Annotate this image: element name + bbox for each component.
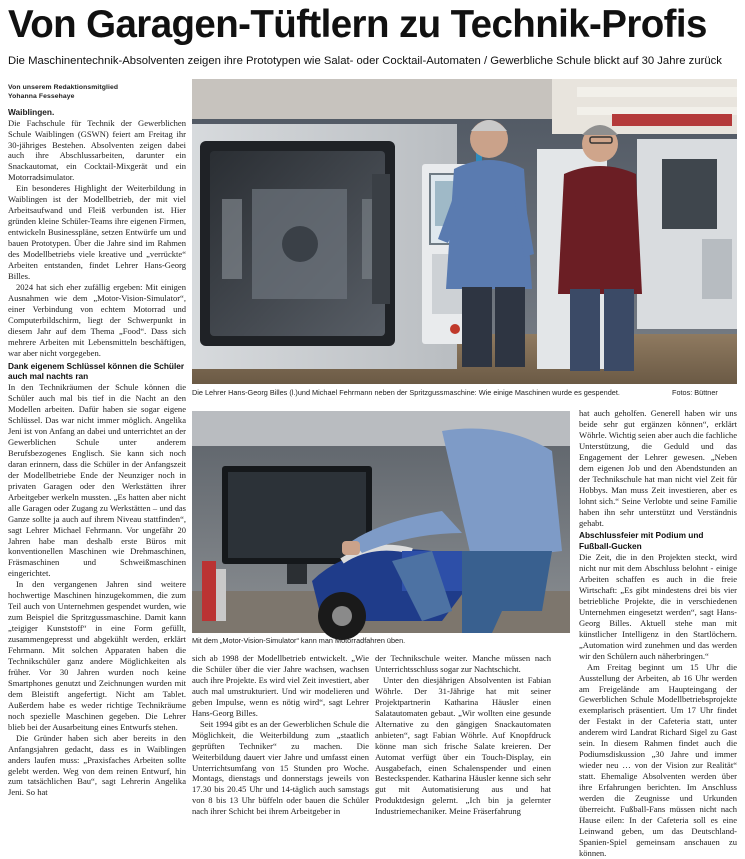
photo2-caption: Mit dem „Motor-Vision-Simulator“ kann man Motorradfahren üben. bbox=[192, 636, 406, 645]
paragraph: Die Zeit, die in den Projekten steckt, wird nicht nur mit dem Abschluss belohnt - einige Arbeiten schaffen es auch in die freie Wirtschaft: „Es gibt mindestens drei bis vier betriebliche Projekte, die in verschiedenen Unternehmen eingesetzt werden“, sagt Hans-Georg Billes. Aktuell stehe man mit künstlicher Intelligenz in den Startlöchern. „Automation wird zunehmen und das werden wir den Schülern auch näherbringen.“ bbox=[579, 552, 737, 661]
photo1-caption: Die Lehrer Hans-Georg Billes (l.)und Michael Fehrmann neben der Spritzgussmaschine: Wie einige Maschinen wurde es gespendet. bbox=[192, 388, 620, 397]
paragraph: Ein besonderes Highlight der Weiterbildung in Waiblingen ist der Modellbetrieb, der mit viel Arbeitsaufwand und Fleiß verbunden ist. Hier gründen kleine Schüler-Teams ihre eigenen Firmen, entwickeln Businesspläne, setzen Entwürfe um und bauen Prototypen. Über die Jahre sind im Rahmen des Modellbetriebs viele kreative und „verrückte“ Arbeiten entstanden, findet Lehrer Hans-Georg Billes. bbox=[8, 183, 186, 281]
dateline: Waiblingen. bbox=[8, 106, 55, 117]
byline-role: Von unserem Redaktionsmitglied bbox=[8, 84, 119, 91]
byline bbox=[8, 84, 186, 102]
photo-credit: Fotos: Büttner bbox=[672, 388, 718, 397]
article-column-4 bbox=[579, 408, 737, 858]
headline: Von Garagen-Tüftlern zu Technik-Profis bbox=[8, 3, 707, 46]
paragraph: hat auch geholfen. Generell haben wir uns beide sehr gut ergänzen können“, erklärt Wöhrle. Wichtig seien aber auch die fachliche Unterstützung, die Geduld und das Engagement der Lehrer gewesen. „Neben dem eigenen Job und den Abendstunden an der Technikschule hat man nicht viel Zeit für Hobbys. Man muss Zeit investieren, aber es lohnt sich.“ Seine Verlobte und seine Familie haben ihn sehr unterstützt und Verständnis gehabt. bbox=[579, 408, 737, 528]
article-column-2 bbox=[192, 653, 369, 836]
subheadline: Die Maschinentechnik-Absolventen zeigen ihre Prototypen wie Salat- oder Cocktail-Automaten / Gewerbliche Schule blickt auf 30 Jahre zurück bbox=[8, 55, 722, 67]
byline-author: Yohanna Fessehaye bbox=[8, 92, 75, 100]
photo-teachers-machine bbox=[192, 79, 737, 384]
paragraph: Die Fachschule für Technik der Gewerblichen Schule Waiblingen (GSWN) feiert am Freitag ihr 30-jähriges Bestehen. Absolventen zeigen dabei auch ihre Abschlussarbeiten, darunter ein Snackautomat, ein Cocktail-Mixgerät und ein Motorradsimulator. bbox=[8, 117, 186, 183]
section-heading: Dank eigenem Schlüssel können die Schüler auch mal nachts ran bbox=[8, 360, 185, 382]
paragraph: Unter den diesjährigen Absolventen ist Fabian Wöhrle. Der 31-Jährige hat mit seiner Projektpartnerin Katharina Häusler einen Salatautomaten gebaut. „Wir wollten eine gesunde Alternative zu den gängigen Snackautomaten anbieten“, sagt Fabian Wöhrle. Auf Knopfdruck könne man sich frische Salate kreieren. Der Automat verfügt über ein Touch-Display, ein Ausgabefach, einen Schalenspender und einen Besteckspender. Katharina Häusler kenne sich sehr gut mit Automatisierung aus und hat Produktdesign gelernt. „Ich bin ja gelernter Industriemechaniker. Meine Fräserfahrung bbox=[375, 674, 551, 817]
article-column-3 bbox=[375, 653, 551, 836]
photo-teachers-illustration bbox=[192, 79, 737, 384]
paragraph: der Technikschule weiter. Manche müssen nach Unterrichtsschluss sogar zur Nachtschicht. bbox=[375, 653, 551, 674]
section-heading: Abschlussfeier mit Podium und Fußball-Gucken bbox=[579, 530, 704, 552]
paragraph: Am Freitag beginnt um 15 Uhr die Ausstellung der Arbeiten, ab 16 Uhr werden am Freigelände am Haupteingang der Gewerblichen Schule Modellbetriebsprojekte exemplarisch präsentiert. Um 17 Uhr findet der Festakt in der Cafeteria statt, unter anderem wird Landrat Richard Sigel zu Gast sein. In diesem Rahmen findet auch die Podiumsdiskussion „30 Jahre und immer wieder neu … von der Vision zur Realität“ statt. Ehemalige Absolventen werden über ihre Erfahrungen berichten. Im Anschluss werden die Zeugnisse und Urkunden überreicht. Fußball-Fans müssen nicht nach Hause eilen: In der Cafeteria soll es eine Leinwand geben, um das Deutschland-Spanien-Spiel gemeinsam anschauen zu können. bbox=[579, 661, 737, 858]
paragraph: Die Gründer haben sich aber bereits in den Anfangsjahren gedacht, dass es in Waiblingen anders laufen muss: „Praxisfaches Arbeiten sollte gelebt werden. Weg von dem reinen Entwurf, hin zum tatsächlichen Bau“, sagt Lehrerin Angelika Jeni. So hat bbox=[8, 732, 186, 798]
paragraph: In den vergangenen Jahren sind weitere hochwertige Maschinen hinzugekommen, die zum Teil auch von Unternehmen gespendet wurden, wie zum Beispiel die Spritzgussmaschine. Damit kann „teigiger Kunststoff“ in eine Form gefüllt, zusammengepresst und abgekühlt werden, erklärt Fehrmann. Mit solchen Apparaten haben die Technikschüler ganz andere Möglichkeiten als früher. Vor 30 Jahren wurden noch keine Smartphones genutzt und Zeichnungen wurden mit dem Bleistift angefertigt. Nicht am Tablet. Außerdem habe es weder richtige Technikräume noch spezielle Maschinen gegeben. Die Lehrer blieb bei der Ausarbeitung eines Entwurfs stehen. bbox=[8, 579, 186, 732]
photo-motorcycle-simulator bbox=[192, 411, 570, 633]
article-column-1 bbox=[8, 84, 186, 836]
paragraph: In den Technikräumen der Schule können die Schüler auch mal bis tief in die Nacht an den Modellen arbeiten. Dafür haben sie sogar eigene Schlüssel. Das war nicht immer möglich. Angelika Jeni ist von Anfang an dabei und unterrichtet an der Gewerblichen Schule unter anderem Berufsbezogenes Englisch. Sie kann sich noch daran erinnern, dass die Schüler in der Anfangszeit der Modellbetriebe Ende der Neunziger noch in privaten Garagen oder den Werkstätten ihrer Arbeitgeber werkeln mussten. „Es hatten aber nicht alle Garagen oder Zugang zu Werkstätten – und das Ganze sollte ja auch auf ihrem Niveau stattfinden“, sagt Lehrer Michael Fehrmann. Vor ungefähr 20 Jahren habe man deshalb erste Büros mit konventionellen Maschinen wie Drehmaschinen, Fräsmaschinen und Schweißmaschinen eingerichtet. bbox=[8, 382, 186, 579]
paragraph: 2024 hat sich eher zufällig ergeben: Mit einigen Ausnahmen wie dem „Motor-Vision-Simulator“, einer Verbindung von echtem Motorrad und Computerbildschirm, liegt der Schwerpunkt in diesem Jahr auf dem Thema „Food“. Dass sich mehrere Arbeiten mit Lebensmitteln beschäftigen, war aber nicht vorgegeben. bbox=[8, 281, 186, 358]
paragraph: Seit 1994 gibt es an der Gewerblichen Schule die Möglichkeit, die Weiterbildung zum „staatlich geprüften Techniker“ zu machen. Die Weiterbildung dauert vier Jahre und umfasst einen Unterrichtsumfang von 15 Stunden pro Woche. Montags, dienstags und donnerstags jeweils von 17.30 bis 20.45 Uhr und 14-täglich auch samstags von 8 bis 13 Uhr büffeln oder bauen die Schüler nach ihrer Schicht bei ihrem Arbeitgeber in bbox=[192, 718, 369, 817]
paragraph: sich ab 1998 der Modellbetrieb entwickelt. „Wie die Schüler über die vier Jahre wachsen, wachsen auch ihre Projekte. Es wird viel Zeit investiert, aber auch mal umstrukturiert. Und wir modelieren und geben Impulse, wenn es nötig wird“, sagt Lehrer Hans-Georg Billes. bbox=[192, 653, 369, 718]
photo-simulator-illustration bbox=[192, 411, 570, 633]
